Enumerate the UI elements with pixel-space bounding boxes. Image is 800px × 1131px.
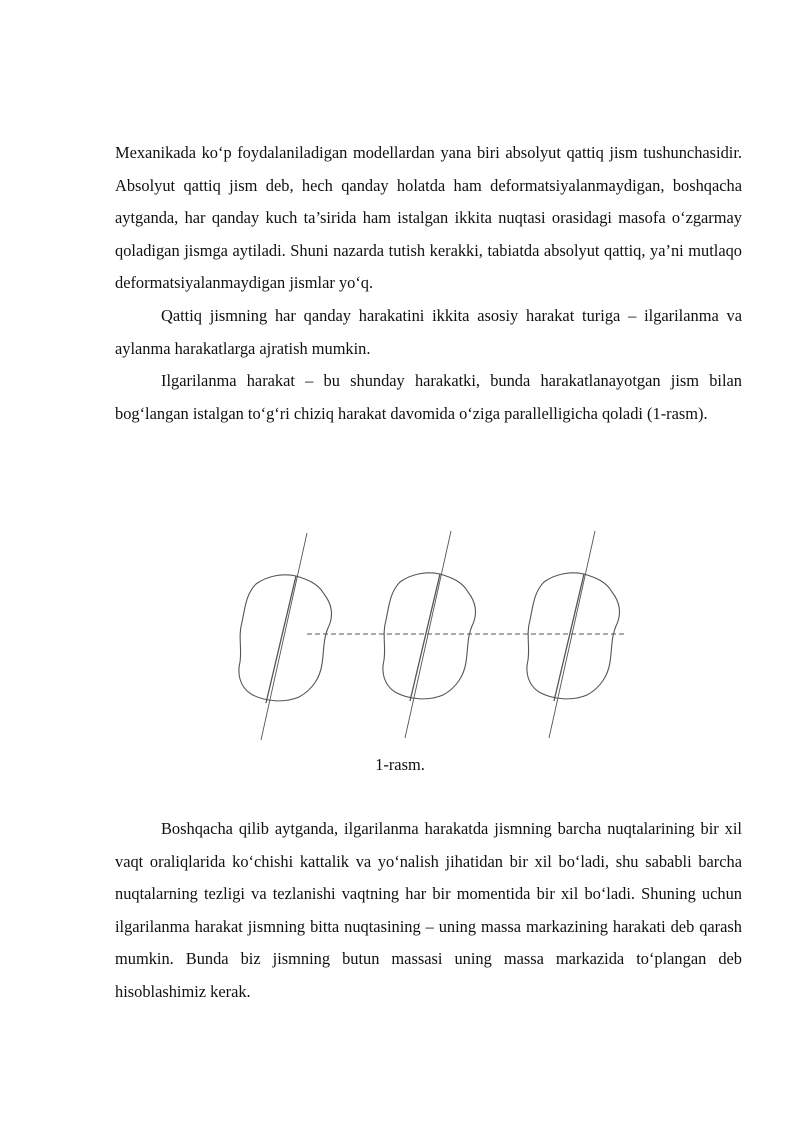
body-line-1-inner xyxy=(266,576,296,703)
paragraph-displacement: Boshqacha qilib aytganda, ilgarilanma harakatda jismning barcha nuqtalarining bir xil vaqt oraliqlarida ko‘chishi kattalik va yo‘nalish jihatidan bir xil bo‘ladi, shu sababli barcha nuqtalarning tezligi va tezlanishi vaqtning har bir momentida bir xil bo‘ladi. Shuning uchun ilgarilanma harakat jismning bitta nuqtasining – uning massa markazining harakati deb qarash mumkin. Bunda biz jismning butun massasi uning massa markazida to‘plangan deb hisoblashimiz kerak. xyxy=(115,819,742,1001)
paragraph-translational-motion: Ilgarilanma harakat – bu shunday harakatki, bunda harakatlanayotgan jism bilan bog‘langan istalgan to‘g‘ri chiziq harakat davomida o‘ziga parallelligicha qoladi (1-rasm). xyxy=(115,371,742,423)
body-line-1 xyxy=(261,533,307,740)
figure-strokes xyxy=(239,531,624,740)
figure-translational-motion xyxy=(0,525,800,755)
paragraph-rigid-body: Mexanikada ko‘p foydalaniladigan modellardan yana biri absolyut qattiq jism tushunchasidir. Absolyut qattiq jism deb, hech qanday holatda ham deformatsiyalanmaydigan, boshqacha aytganda, har qanday kuch ta’sirida ham istalgan ikkita nuqtasi orasidagi masofa o‘zgarmay qoladigan jismga aytiladi. Shuni nazarda tutish kerakki, tabiatda absolyut qattiq, ya’ni mutlaqo deformatsiyalanmaydigan jismlar yo‘q. xyxy=(115,143,742,293)
text-block-bottom xyxy=(115,813,742,1009)
body-line-2-inner xyxy=(410,574,440,701)
body-outline-1 xyxy=(239,575,332,701)
body-outline-3 xyxy=(527,573,620,699)
body-line-3-inner xyxy=(554,574,584,701)
body-outline-2 xyxy=(383,573,476,699)
paragraph-motion-types: Qattiq jismning har qanday harakatini ikkita asosiy harakat turiga – ilgarilanma va aylanma harakatlarga ajratish mumkin. xyxy=(115,305,742,358)
figure-caption: 1-rasm. xyxy=(375,755,425,774)
text-block-top xyxy=(115,137,742,430)
